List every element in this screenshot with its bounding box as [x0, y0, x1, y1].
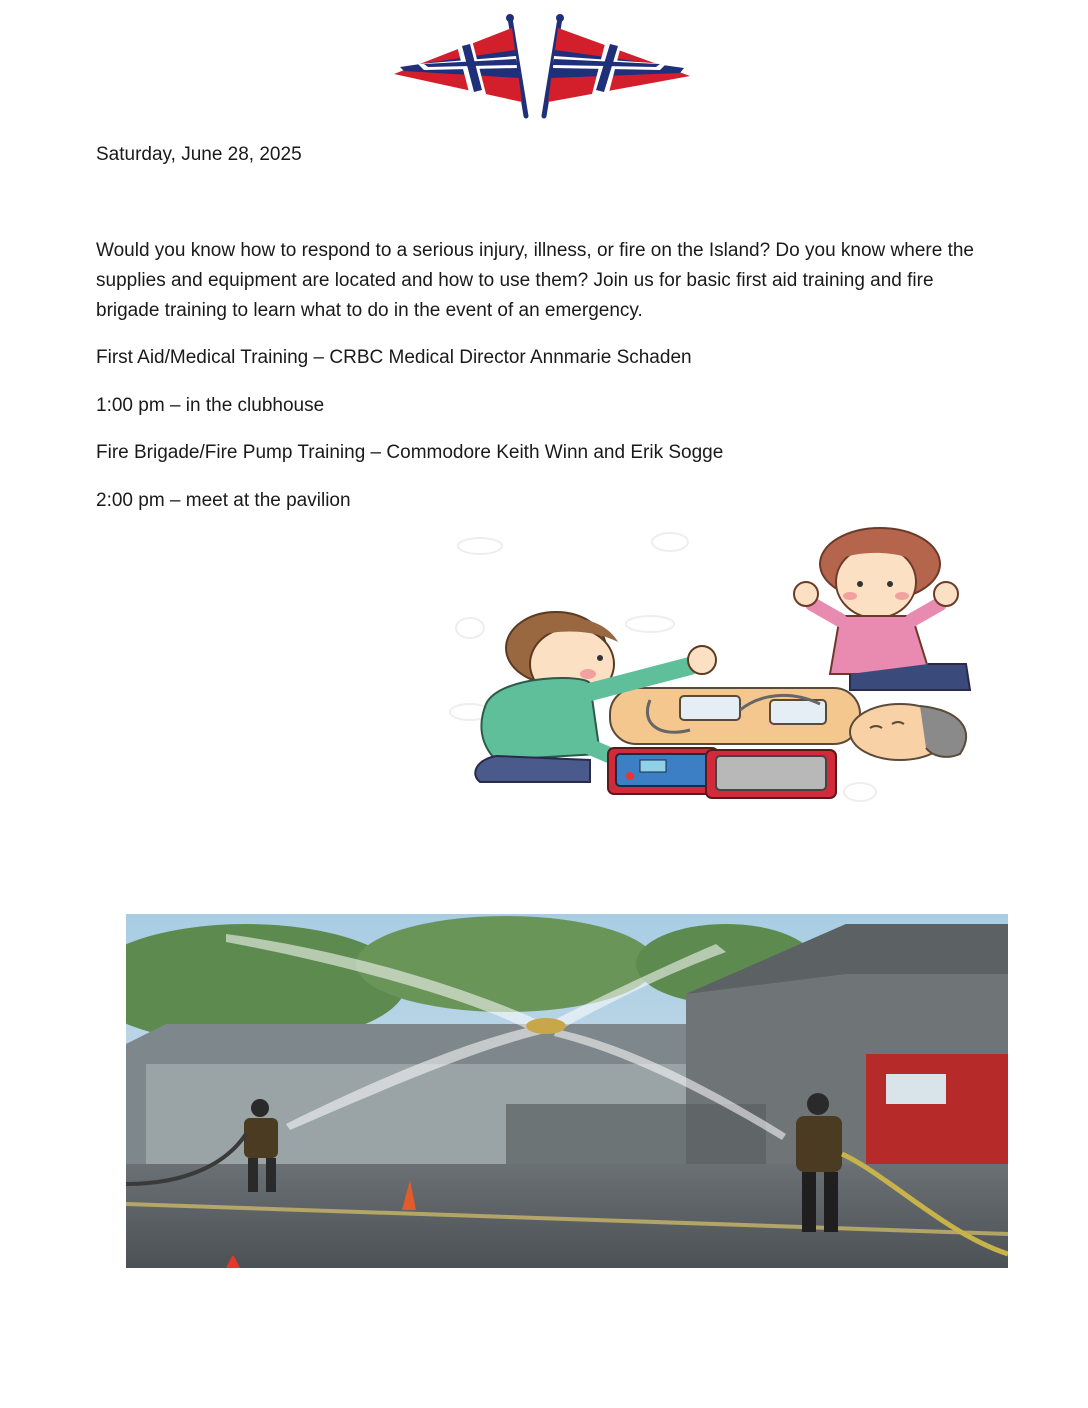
fire-hose-spray-photo: [126, 914, 1008, 1268]
traffic-cone-icon: [224, 1256, 242, 1268]
session-time: 1:00 pm – in the clubhouse: [96, 395, 325, 416]
crossed-burgee-flags-icon: [394, 14, 690, 116]
cpr-aed-illustration: [440, 524, 980, 814]
event-date: Saturday, June 28, 2025: [96, 144, 302, 165]
helper-figure-girl: [794, 528, 970, 690]
intro-paragraph: Would you know how to respond to a serious injury, illness, or fire on the Island? Do you know where the supplies and equipment are located and how to use them? Join us for basic first aid training and fire brigade training to learn what to do in the event of an emergency.: [96, 240, 974, 321]
session-title: Fire Brigade/Fire Pump Training – Commodore Keith Winn and Erik Sogge: [96, 442, 724, 463]
burgee-logo: [388, 12, 698, 122]
session-title: First Aid/Medical Training – CRBC Medical Director Annmarie Schaden: [96, 347, 692, 368]
session-time: 2:00 pm – meet at the pavilion: [96, 490, 351, 511]
aed-device: [608, 748, 836, 798]
